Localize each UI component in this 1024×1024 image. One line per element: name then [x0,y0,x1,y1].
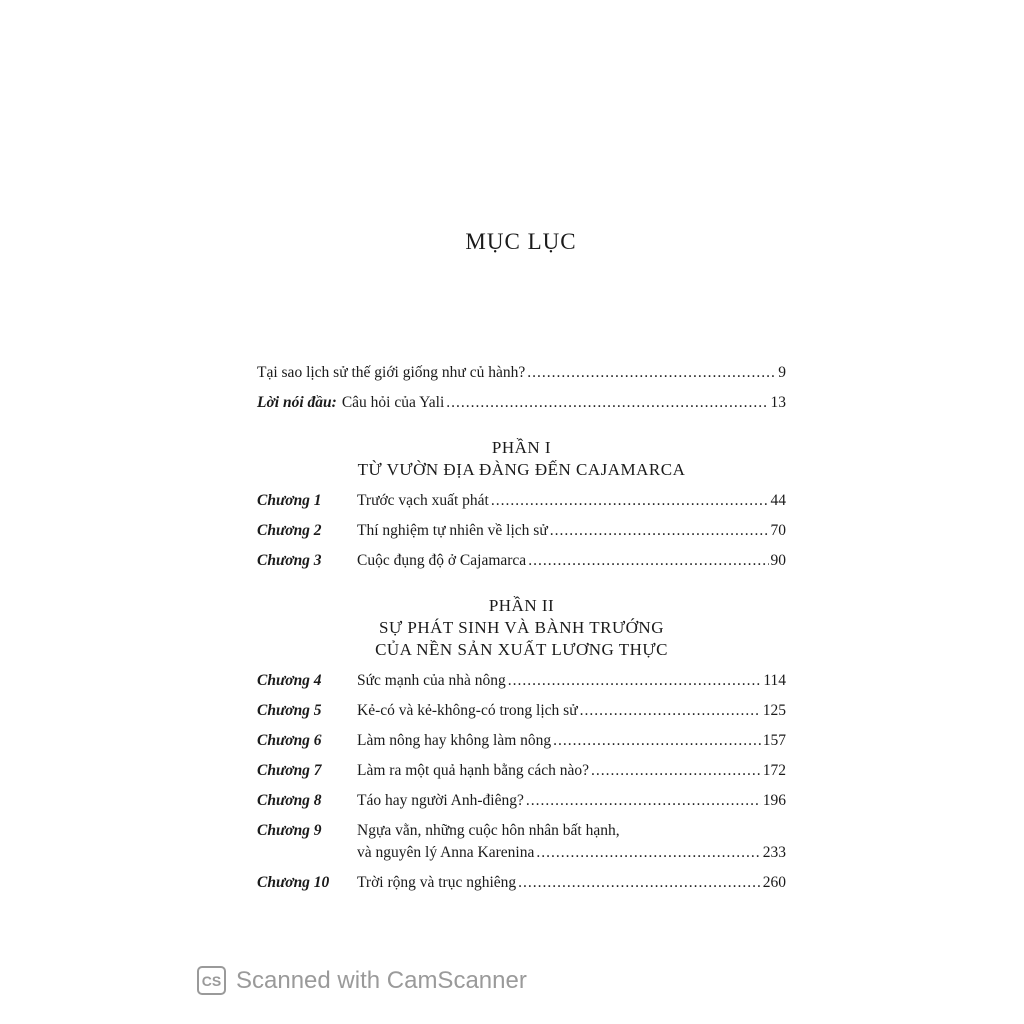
chapter-label: Chương 8 [257,792,322,809]
dot-leader [553,731,761,751]
toc-entry-chapter-8[interactable] [257,791,786,811]
toc-entry-chapter-6[interactable] [257,731,786,751]
entry-title: Kẻ-có và kẻ-không-có trong lịch sử [357,702,578,719]
dot-leader [528,551,768,571]
dot-leader [446,393,768,413]
page-number: 90 [770,552,786,569]
toc-entry-chapter-1[interactable] [257,491,786,511]
page-number: 233 [762,844,786,861]
toc-entry-chapter-5[interactable] [257,701,786,721]
watermark-text: Scanned with CamScanner [236,966,527,994]
page-number: 172 [762,762,786,779]
part-heading-2 [257,595,786,661]
toc-entry-chapter-7[interactable] [257,761,786,781]
entry-title: Tại sao lịch sử thế giới giống như củ hành? [257,364,526,381]
camscanner-watermark [197,966,527,995]
entry-title: Trời rộng và trục nghiêng [357,874,517,891]
dot-leader [508,671,762,691]
part-title: SỰ PHÁT SINH VÀ BÀNH TRƯỚNG [378,618,664,637]
entry-label: Lời nói đầu: [257,394,337,411]
entry-title: Câu hỏi của Yali [341,394,445,411]
dot-leader [591,761,761,781]
page-number: 260 [762,874,786,891]
part-heading-1 [257,437,786,481]
entry-title: Ngựa vằn, những cuộc hôn nhân bất hạnh, [357,822,620,839]
part-title: TỪ VƯỜN ĐỊA ĐÀNG ĐẾN CAJAMARCA [357,460,686,479]
page-number: 157 [762,732,786,749]
entry-title: Cuộc đụng độ ở Cajamarca [357,552,527,569]
dot-leader [491,491,769,511]
toc-entry-chapter-9[interactable] [257,843,786,863]
dot-leader [518,873,761,893]
toc-entry-chapter-2[interactable] [257,521,786,541]
entry-title: Táo hay người Anh-điêng? [357,792,524,809]
page-title: MỤC LỤC [465,229,577,254]
entry-title-line-2: và nguyên lý Anna Karenina [357,844,535,861]
toc-entry-foreword[interactable] [257,393,786,413]
part-number: PHẦN II [488,596,555,615]
toc-entry-preface-onion[interactable] [257,363,786,383]
page-number: 196 [762,792,786,809]
chapter-label: Chương 4 [257,672,322,689]
chapter-label: Chương 10 [257,874,330,891]
entry-title: Trước vạch xuất phát [357,492,489,509]
dot-leader [580,701,761,721]
dot-leader [526,791,761,811]
page-number: 13 [770,394,786,411]
entry-title: Làm ra một quả hạnh bằng cách nào? [357,762,589,779]
dot-leader [550,521,769,541]
entry-title: Sức mạnh của nhà nông [357,672,506,689]
camscanner-logo-icon: CS [197,966,226,995]
page-number: 114 [763,672,786,689]
chapter-label: Chương 6 [257,732,322,749]
entry-title: Làm nông hay không làm nông [357,732,552,749]
page-number: 44 [770,492,786,509]
chapter-label: Chương 7 [257,762,322,779]
dot-leader [527,363,776,383]
chapter-label: Chương 5 [257,702,322,719]
page-number: 70 [770,522,786,539]
chapter-label: Chương 9 [257,822,322,839]
entry-title: Thí nghiệm tự nhiên về lịch sử [357,522,548,539]
chapter-label: Chương 2 [257,522,322,539]
part-title-line-2: CỦA NỀN SẢN XUẤT LƯƠNG THỰC [375,640,668,659]
dot-leader [536,843,760,863]
page-number: 125 [762,702,786,719]
chapter-label: Chương 1 [257,492,322,509]
chapter-label: Chương 3 [257,552,322,569]
part-number: PHẦN I [491,438,552,457]
toc-entry-chapter-3[interactable] [257,551,786,571]
page-number: 9 [778,364,786,381]
toc-entry-chapter-9-line-1[interactable] [257,821,620,841]
toc-entry-chapter-10[interactable] [257,873,786,893]
toc-entry-chapter-4[interactable] [257,671,786,691]
